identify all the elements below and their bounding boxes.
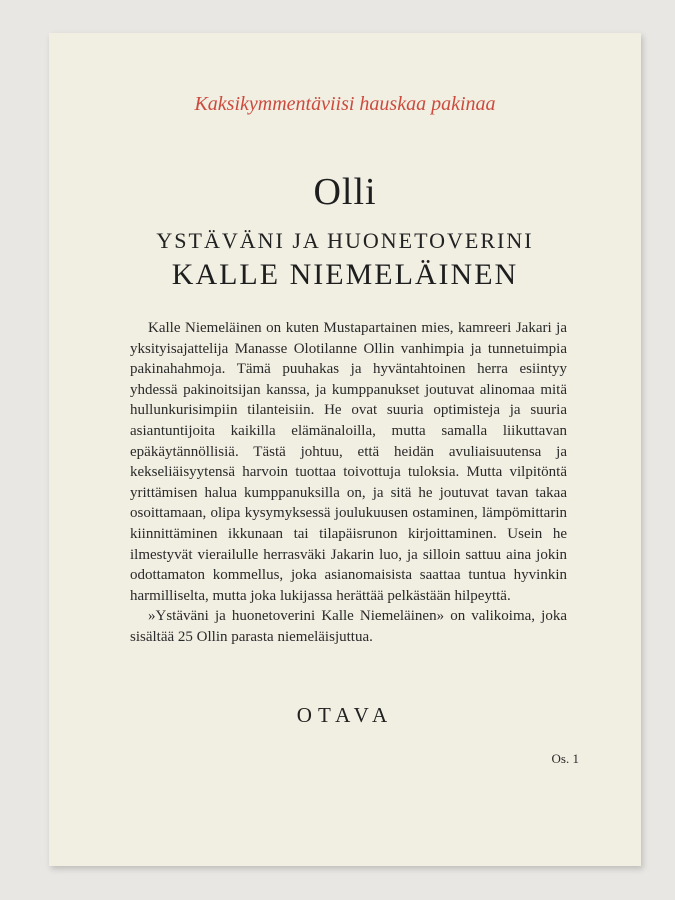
title-line-2: KALLE NIEMELÄINEN: [171, 258, 519, 291]
title-line-1: YSTÄVÄNI JA HUONETOVERINI: [156, 228, 534, 253]
blurb-paragraph-2: »Ystäväni ja huonetoverini Kalle Niemeläinen» on valikoima, joka sisältää 25 Ollin parasta niemeläisjuttua.: [130, 608, 567, 645]
series-code: Os. 1: [551, 751, 579, 766]
tagline: Kaksikymmentäviisi hauskaa pakinaa: [194, 93, 496, 115]
blurb: [130, 318, 567, 648]
author-name: Olli: [313, 171, 377, 213]
book-back-cover: [49, 33, 641, 866]
blurb-paragraph-1: Kalle Niemeläinen on kuten Mustapartainen mies, kamreeri Jakari ja yksityisajattelija Manasse Olotilanne Ollin vanhimpia ja tunnetuimpia pakinahahmoja. Tämä puuhakas ja hyväntahtoinen herra esiintyy yhdessä pakinoitsijan kanssa, ja kumppanukset joutuvat alinomaa mitä hullunkurisimpiin tilanteisiin. He ovat suuria optimisteja ja suuria asiantuntijoita kaikilla elämänaloilla, mutta samalla liikuttavan epäkäytännöllisiä. Tästä johtuu, että heidän avuliaisuutensa ja kekseliäisyytensä harvoin tuottaa toivottuja tuloksia. Mutta vilpitöntä yrittämisen halua kumppanuksilla on, ja sitä he joutuvat tavan takaa osoittamaan, olipa kysymyksessä joulukuusen ostaminen, lämpömittarin kiinnittäminen ikkunaan tai tilapäisrunon kirjoittaminen. Usein he ilmestyvät vierailulle herrasväki Jakarin luo, ja silloin sattuu aina jokin odottamaton kommellus, joka asianomaisista saattaa tuntua hyvinkin harmilliselta, mutta joka lukijassa herättää pelkästään hilpeyttä.: [130, 320, 567, 604]
publisher-name: OTAVA: [296, 703, 394, 727]
